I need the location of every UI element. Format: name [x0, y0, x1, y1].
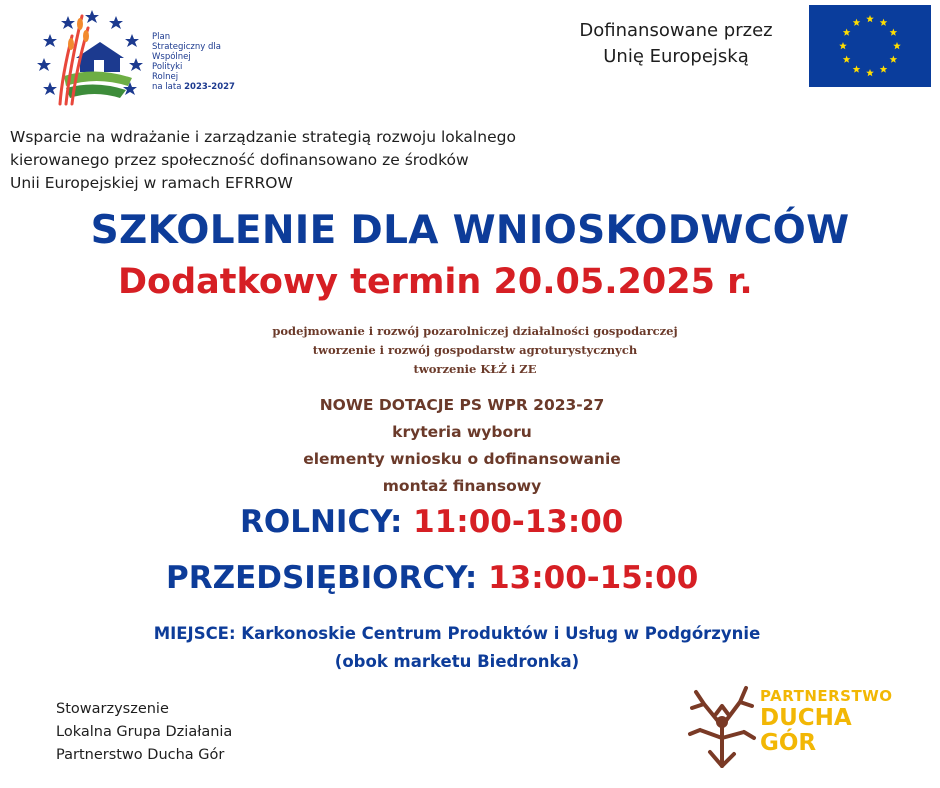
- agenda-item: elementy wniosku o dofinansowanie: [303, 450, 621, 468]
- eu-flag-icon: [809, 5, 931, 87]
- eu-star-icon: [890, 29, 898, 36]
- eu-star-icon: [839, 42, 847, 49]
- venue-line: MIEJSCE: Karkonoskie Centrum Produktów i Usług w Podgórzynie: [153, 624, 761, 643]
- intro-line: kierowanego przez społeczność dofinansowano ze środków: [10, 151, 469, 169]
- ps-wpr-line: Rolnej: [152, 72, 179, 82]
- ps-wpr-years-line: [152, 82, 235, 92]
- eu-star-icon: [843, 29, 851, 36]
- ps-wpr-logo: [36, 6, 256, 110]
- session-entrepreneurs: [166, 560, 698, 596]
- mountain-spirit-emblem-icon: [686, 682, 758, 768]
- session-label: ROLNICY:: [240, 504, 403, 540]
- eu-star-icon: [880, 19, 888, 26]
- venue-note: (obok marketu Biedronka): [334, 652, 580, 671]
- eu-funding-label: [560, 18, 792, 70]
- eu-funding-line2: Unię Europejską: [603, 46, 749, 67]
- eu-star-icon: [866, 15, 874, 22]
- agenda-list: [262, 392, 662, 500]
- lgd-name-line3: GÓR: [760, 730, 817, 756]
- intro-line: Wsparcie na wdrażanie i zarządzanie strategią rozwoju lokalnego: [10, 128, 516, 146]
- lgd-name-line2: DUCHA: [760, 705, 852, 731]
- lgd-wordmark: [760, 686, 893, 756]
- organizer-line: Lokalna Grupa Działania: [56, 724, 233, 740]
- ps-wpr-line: Polityki: [152, 62, 183, 72]
- ps-wpr-years-prefix: na lata: [152, 82, 185, 92]
- agenda-item: NOWE DOTACJE PS WPR 2023-27: [319, 396, 605, 414]
- eu-star-icon: [853, 65, 861, 72]
- organizer-line: Partnerstwo Ducha Gór: [56, 747, 225, 763]
- additional-date-subtitle: Dodatkowy termin 20.05.2025 r.: [118, 262, 753, 302]
- topics-list: [225, 322, 725, 379]
- eu-star-icon: [880, 65, 888, 72]
- intro-line: Unii Europejskiej w ramach EFRROW: [10, 174, 293, 192]
- eu-star-icon: [866, 69, 874, 76]
- eu-star-icon: [853, 19, 861, 26]
- lgd-logo: [686, 682, 906, 768]
- lgd-name-line1: PARTNERSTWO: [760, 687, 893, 705]
- eu-star-icon: [893, 42, 901, 49]
- organizer: [56, 698, 232, 767]
- eu-star-icon: [890, 56, 898, 63]
- ps-wpr-line: Wspólnej: [152, 52, 191, 62]
- ps-wpr-years: 2023-2027: [184, 82, 235, 92]
- eu-stars-icon: [809, 5, 931, 87]
- topic-item: tworzenie KŁŻ i ZE: [413, 362, 537, 376]
- ps-wpr-text: [152, 32, 235, 92]
- intro-paragraph: [10, 126, 650, 195]
- session-time: 11:00-13:00: [413, 504, 624, 540]
- ps-wpr-line: Strategiczny dla: [152, 42, 221, 52]
- ps-wpr-line: Plan: [152, 32, 171, 42]
- agenda-item: kryteria wyboru: [392, 423, 532, 441]
- eu-star-icon: [843, 56, 851, 63]
- organizer-line: Stowarzyszenie: [56, 701, 169, 717]
- topic-item: tworzenie i rozwój gospodarstw agroturystycznych: [312, 343, 638, 357]
- session-time: 13:00-15:00: [488, 560, 699, 596]
- eu-funding-line1: Dofinansowane przez: [579, 20, 773, 41]
- topic-item: podejmowanie i rozwój pozarolniczej działalności gospodarczej: [272, 324, 678, 338]
- session-label: PRZEDSIĘBIORCY:: [166, 560, 478, 596]
- session-farmers: [240, 504, 623, 540]
- page-title: SZKOLENIE DLA WNIOSKODWCÓW: [90, 208, 850, 253]
- ps-wpr-emblem-icon: [36, 6, 148, 110]
- venue: [0, 620, 914, 676]
- agenda-item: montaż finansowy: [382, 477, 542, 495]
